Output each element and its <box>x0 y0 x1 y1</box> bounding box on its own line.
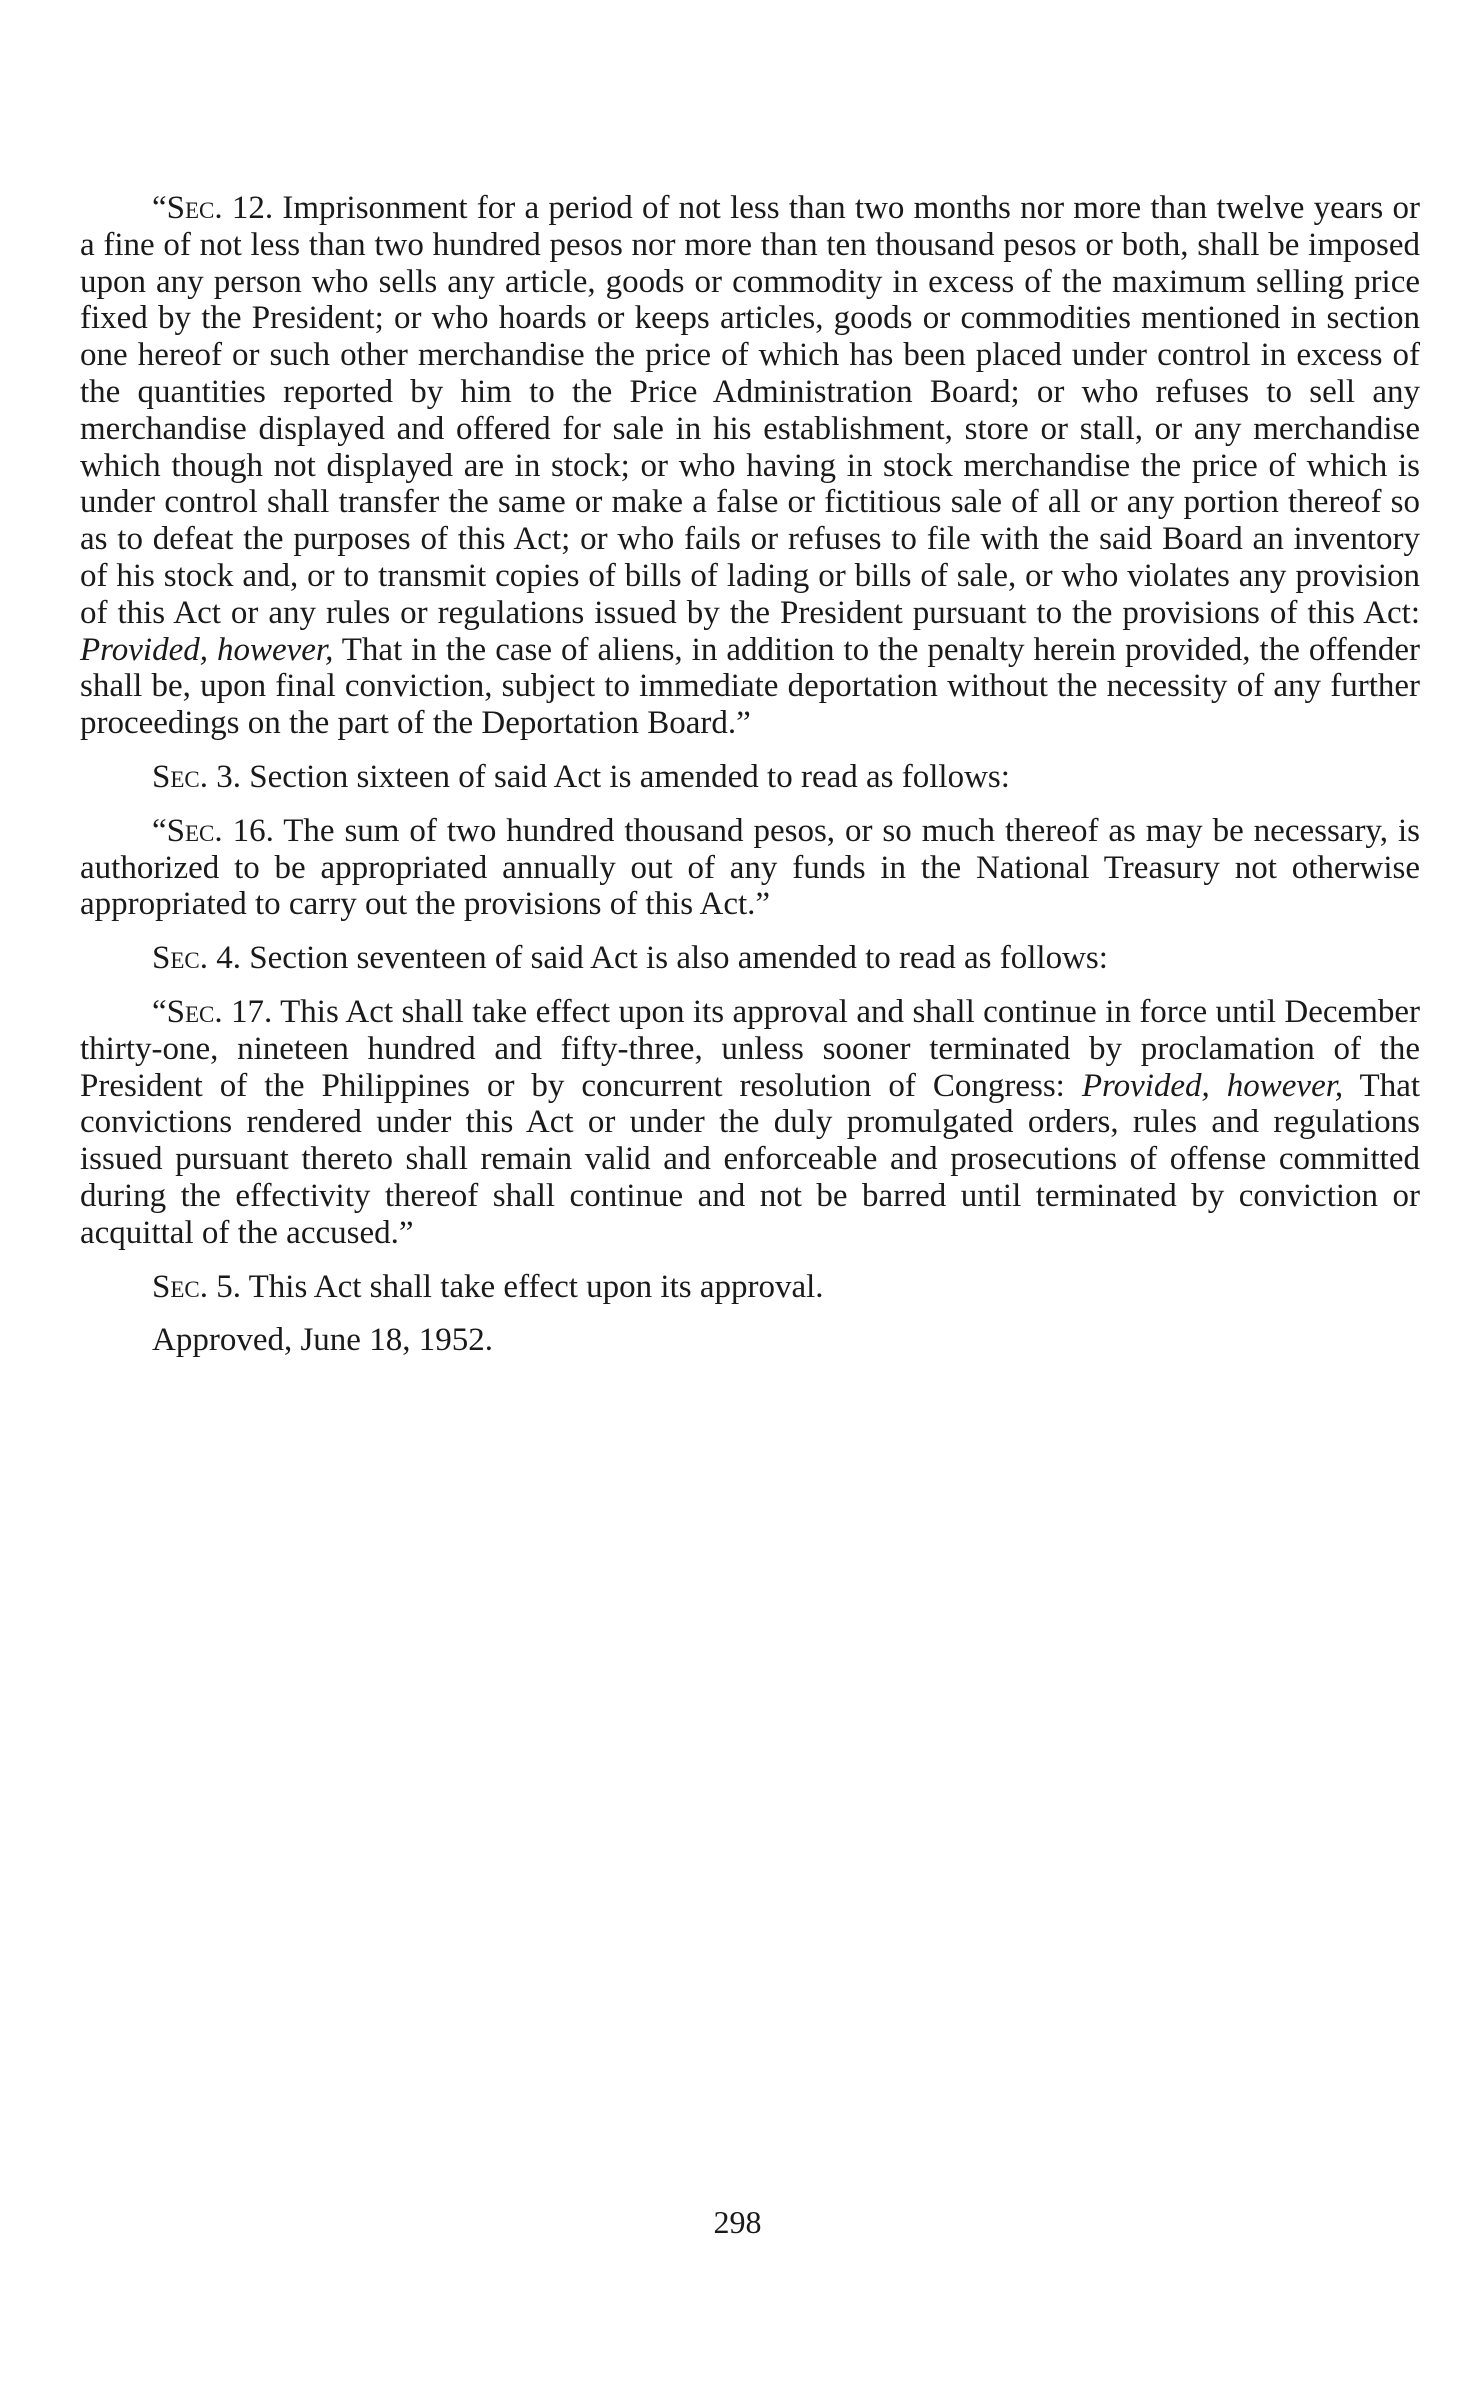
section-12-paragraph <box>80 190 1420 742</box>
paragraph-text: The sum of two hundred thousand pesos, or so much thereof as may be necessary, is authorized to be appropriated annually out of any funds in the National Treasury not otherwise appropriated to carry out the provisions of this Act.” <box>80 812 1420 923</box>
section-heading: Sec. 5. <box>152 1268 241 1305</box>
approval-text: Approved, June 18, 1952. <box>152 1322 493 1359</box>
paragraph-text: That in the case of aliens, in addition to the penalty herein provided, the offender shall be, upon final conviction, subject to immediate deportation without the necessity of any further proceedings on the part of the Deportation Board.” <box>80 631 1421 742</box>
paragraph-text: Imprisonment for a period of not less than two months nor more than twelve years or a fine of not less than two hundred pesos nor more than ten thousand pesos or both, shall be imposed upon any person who sells any article, goods or commodity in excess of the maximum selling price fixed by the President; or who hoards or keeps articles, goods or commodities mentioned in section one hereof or such other merchandise the price of which has been placed under control in excess of the quantities reported by him to the Price Administration Board; or who refuses to sell any merchandise displayed and offered for sale in his establishment, store or stall, or any merchandise which though not displayed are in stock; or who having in stock merchandise the price of which is under control shall transfer the same or make a false or fictitious sale of all or any portion thereof so as to defeat the purposes of this Act; or who fails or refuses to file with the said Board an inventory of his stock and, or to transmit copies of bills of lading or bills of sale, or who violates any provision of this Act or any rules or regulations issued by the President pursuant to the provisions of this Act: <box>80 190 1420 631</box>
proviso-text: Provided, however, <box>80 631 334 668</box>
section-5-paragraph <box>80 1269 1420 1306</box>
page-number: 298 <box>713 2204 762 2240</box>
paragraph-text: This Act shall take effect upon its approval. <box>241 1268 824 1305</box>
section-4-paragraph <box>80 940 1420 977</box>
document-body <box>80 190 1420 1359</box>
section-heading: Sec. 4. <box>152 940 241 977</box>
proviso-text: Provided, however, <box>1064 1067 1344 1104</box>
section-heading: “Sec. 16. <box>152 812 274 849</box>
section-16-paragraph <box>80 813 1420 923</box>
paragraph-text: That convictions rendered under this Act or under the duly promulgated orders, rules and regulations issued pursuant thereto shall remain valid and enforceable and prosecutions of offense committed during the effectivity thereof shall continue and not be barred until terminated by conviction or acquittal of the accused.” <box>80 1067 1421 1251</box>
section-3-paragraph <box>80 759 1420 796</box>
paragraph-text: This Act shall take effect upon its approval and shall continue in force until December thirty-one, nineteen hundred and fifty-three, unless sooner terminated by proclamation of the President of the Philippines or by concurrent resolution of Congress: <box>80 993 1421 1104</box>
section-heading: “Sec. 12. <box>152 190 274 226</box>
approval-date <box>80 1322 1420 1359</box>
section-heading: Sec. 3. <box>152 758 241 795</box>
paragraph-text: Section sixteen of said Act is amended to read as follows: <box>241 758 1010 795</box>
section-heading: “Sec. 17. <box>152 993 273 1030</box>
section-17-paragraph <box>80 994 1420 1252</box>
paragraph-text: Section seventeen of said Act is also amended to read as follows: <box>241 940 1108 977</box>
